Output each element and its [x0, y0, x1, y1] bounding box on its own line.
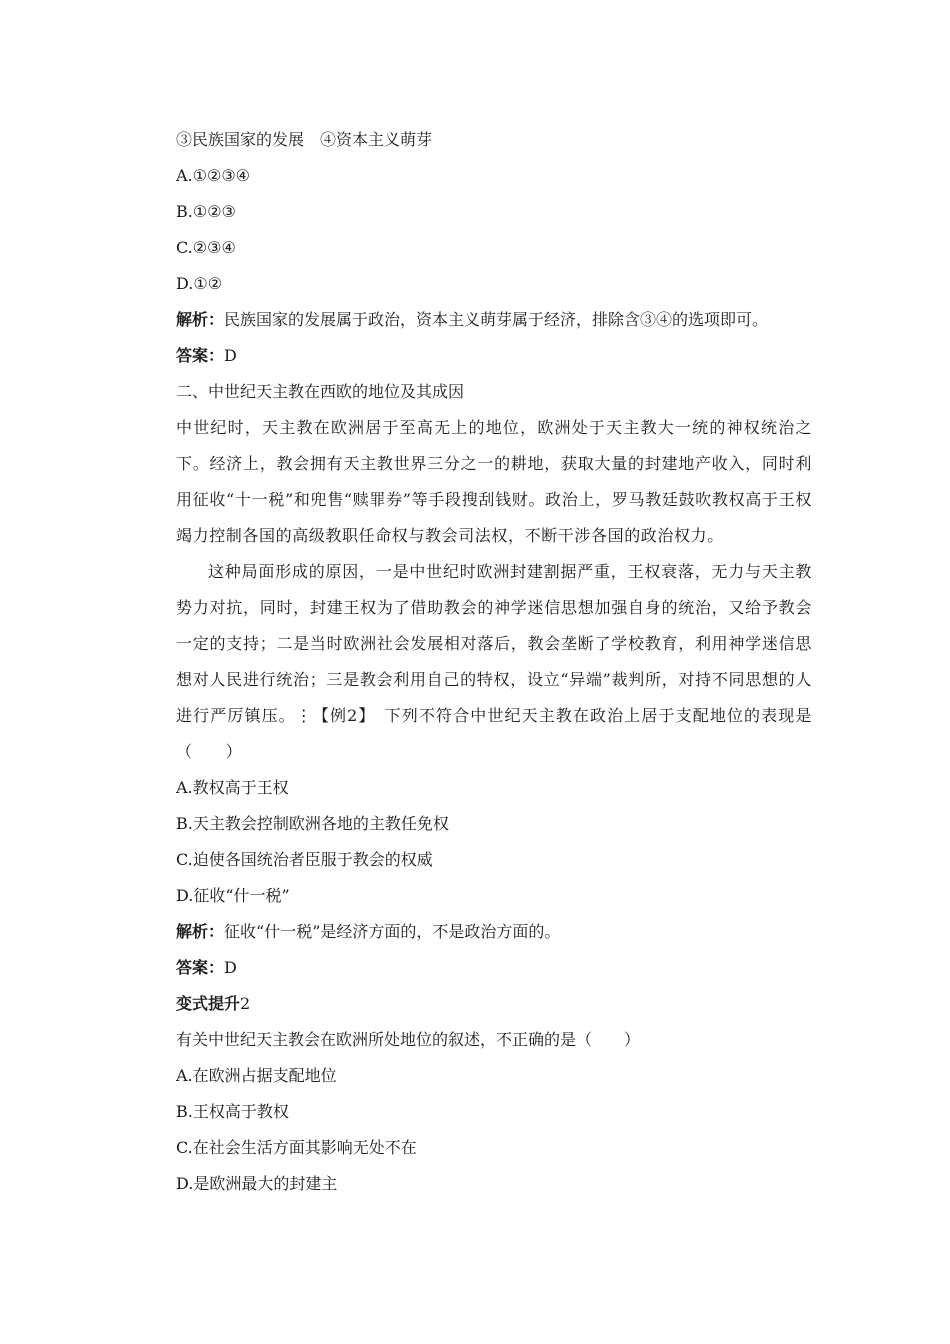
document-content	[176, 122, 812, 1202]
example-analysis-text: 征收“什一税”是经济方面的，不是政治方面的。	[224, 922, 561, 941]
question-options-line: ③民族国家的发展 ④资本主义萌芽	[176, 130, 433, 149]
answer-value: D	[224, 346, 237, 365]
variant-choice-a: A.在欧洲占据支配地位	[176, 1066, 337, 1085]
variant-choice-d: D.是欧洲最大的封建主	[176, 1174, 338, 1193]
example-analysis-label: 解析：	[176, 922, 225, 941]
analysis-label: 解析：	[176, 310, 225, 329]
analysis-text: 民族国家的发展属于政治，资本主义萌芽属于经济，排除含③④的选项即可。	[224, 310, 769, 329]
answer-line	[176, 338, 812, 374]
example-choice-c: C.迫使各国统治者臣服于教会的权威	[176, 850, 433, 869]
paragraph-2: 这种局面形成的原因，一是中世纪时欧洲封建割据严重，王权衰落，无力与天主教势力对抗，同时，封建王权为了借助教会的神学迷信思想加强自身的统治，又给予教会一定的支持；二是当时欧洲社会发展相对落后，教会垄断了学校教育，利用神学迷信思想对人民进行统治；三是教会利用自己的特权，设立“异端”裁判所，对持不同思想的人进行严厉镇压。⋮【例2】 下列不符合中世纪天主教在政治上居于支配地位的表现是（ ）	[176, 562, 812, 761]
example-answer-label: 答案：	[176, 958, 225, 977]
example-answer-line	[176, 950, 812, 986]
example-choice-a: A.教权高于王权	[176, 778, 289, 797]
choice-d: D.①②	[176, 274, 223, 293]
choice-c: C.②③④	[176, 238, 236, 257]
variant-number: 2	[240, 994, 251, 1013]
variant-choice-c: C.在社会生活方面其影响无处不在	[176, 1138, 417, 1157]
analysis-line	[176, 302, 812, 338]
variant-label: 变式提升	[176, 994, 241, 1013]
variant-question: 有关中世纪天主教会在欧洲所处地位的叙述，不正确的是（ ）	[176, 1030, 641, 1049]
example-analysis-line	[176, 914, 812, 950]
choice-a: A.①②③④	[176, 166, 251, 185]
variant-choice-b: B.王权高于教权	[176, 1102, 289, 1121]
answer-label: 答案：	[176, 346, 225, 365]
section-heading: 二、中世纪天主教在西欧的地位及其成因	[176, 382, 465, 401]
example-choice-d: D.征收“什一税”	[176, 886, 290, 905]
variant-heading	[176, 986, 812, 1022]
example-choice-b: B.天主教会控制欧洲各地的主教任免权	[176, 814, 449, 833]
paragraph-1: 中世纪时，天主教在欧洲居于至高无上的地位，欧洲处于天主教大一统的神权统治之下。经济上，教会拥有天主教世界三分之一的耕地，获取大量的封建地产收入，同时利用征收“十一税”和兜售“赎罪券”等手段搜刮钱财。政治上，罗马教廷鼓吹教权高于王权竭力控制各国的高级教职任命权与教会司法权，不断干涉各国的政治权力。	[176, 418, 812, 545]
example-answer-value: D	[224, 958, 237, 977]
choice-b: B.①②③	[176, 202, 236, 221]
